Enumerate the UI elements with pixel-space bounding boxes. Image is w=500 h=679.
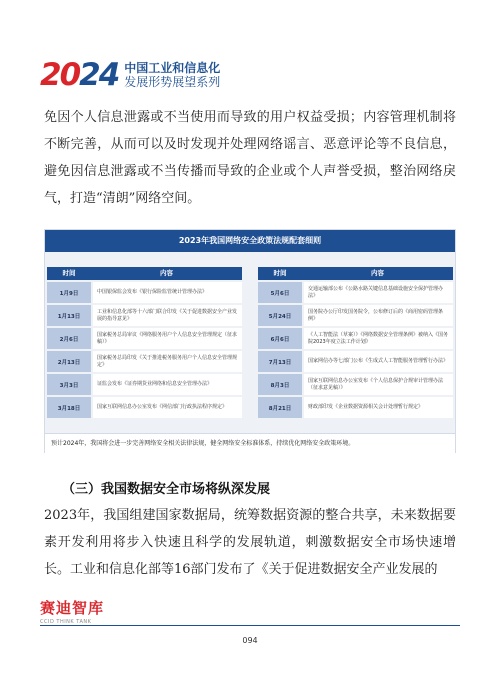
table-row (47, 374, 242, 395)
date-cell: 1月9日 (47, 282, 91, 303)
figure-title: 2023年我国网络安全政策法规配套细则 (45, 230, 455, 252)
footer-divider (40, 625, 460, 626)
date-cell: 8月21日 (258, 397, 302, 418)
date-cell: 5月6日 (258, 282, 302, 303)
content-cell: 财政部印发《企业数据资源相关会计处理暂行规定》 (304, 397, 453, 418)
figure-note: 预计2024年，我国将会进一步完善网络安全相关法律法规，健全网络安全标准体系，持续优化网络安全政策环境。 (45, 433, 455, 453)
table-row (258, 397, 453, 418)
date-cell: 2月6日 (47, 328, 91, 349)
policy-table-left (47, 267, 242, 418)
body-paragraph-2: 2023年，我国组建国家数据局，统筹数据资源的整合共享，未来数据要素开发利用将步入快速且科学的发展轨道，刺激数据安全市场快速增长。工业和信息化部等16部门发布了《关于促进数据安全产业发展的 (44, 508, 456, 577)
content-cell: 国家税务总局印发《关于推进税务服务用户个人信息安全管理规定》 (93, 351, 242, 372)
content-cell: 国家网信办等七部门公布《生成式人工智能服务管理暂行办法》 (304, 351, 453, 372)
date-cell: 5月24日 (258, 305, 302, 326)
brand-name: 赛迪智库 (40, 599, 105, 617)
policy-table-figure (44, 229, 456, 453)
table-row (258, 328, 453, 349)
series-title (124, 61, 220, 89)
table-row (258, 305, 453, 326)
column-header-content: 内容 (371, 269, 384, 277)
content-cell: 国家税务总局审议《网络服务用户个人信息安全管理规定（征求稿）》 (93, 328, 242, 349)
content-cell: 工业和信息化部等十六部门联合印发《关于促进数据安全产业发展的指导意见》 (93, 305, 242, 326)
content-cell: 国家互联网信息办公室发布《个人信息保护合规审计管理办法（征求意见稿）》 (304, 374, 453, 395)
content-cell: 交通运输部公布《公路水路关键信息基础设施安全保护管理办法》 (304, 282, 453, 303)
table-header (47, 267, 242, 280)
table-row (47, 397, 242, 418)
content-cell: 国家互联网信息办公室发布《网信部门行政执法程序规定》 (93, 397, 242, 418)
content-cell: 国务院办公厅印发国务院令，公布修订后的《商用密码管理条例》 (304, 305, 453, 326)
section-heading: （三）我国数据安全市场将纵深发展 (62, 482, 271, 497)
date-cell: 3月18日 (47, 397, 91, 418)
content-cell: 中国银保监会发布《银行保险监管统计管理办法》 (93, 282, 242, 303)
table-row (258, 374, 453, 395)
table-header (258, 267, 453, 280)
date-cell: 1月13日 (47, 305, 91, 326)
date-cell: 2月13日 (47, 351, 91, 372)
date-cell: 3月3日 (47, 374, 91, 395)
table-row (47, 305, 242, 326)
series-title-line2: 发展形势展望系列 (124, 75, 221, 89)
column-header-date: 时间 (62, 269, 76, 277)
content-cell: 证监会发布《证券期货业网络和信息安全管理办法》 (93, 374, 242, 395)
content-cell: 《人工智能法（草案）》《网络数据安全管理条例》被纳入《国务院2023年度立法工作计划》 (304, 328, 453, 349)
year-prefix: 20 (40, 57, 80, 93)
table-row (258, 351, 453, 372)
page-number: 094 (242, 636, 258, 645)
policy-table-right (258, 267, 453, 418)
brand-logo (40, 597, 104, 625)
date-cell: 8月3日 (258, 374, 302, 395)
table-row (47, 282, 242, 303)
year-logo (40, 57, 118, 93)
table-row (258, 282, 453, 303)
date-cell: 7月13日 (258, 351, 302, 372)
body-paragraph-1: 免因个人信息泄露或不当使用而导致的用户权益受损；内容管理机制将不断完善，从而可以及时发现并处理网络谣言、恶意评论等不良信息，避免因信息泄露或不当传播而导致的企业或个人声誉受损，整治网络戾气，打造“清朗”网络空间。 (44, 110, 456, 206)
column-header-date: 时间 (273, 269, 287, 277)
column-header-content: 内容 (160, 269, 173, 277)
brand-subtitle: CCID THINK TANK (40, 619, 92, 625)
date-cell: 6月6日 (258, 328, 302, 349)
table-row (47, 328, 242, 349)
series-title-line1: 中国工业和信息化 (124, 61, 221, 75)
report-header (40, 55, 220, 95)
year-suffix: 24 (79, 57, 119, 93)
table-row (47, 351, 242, 372)
